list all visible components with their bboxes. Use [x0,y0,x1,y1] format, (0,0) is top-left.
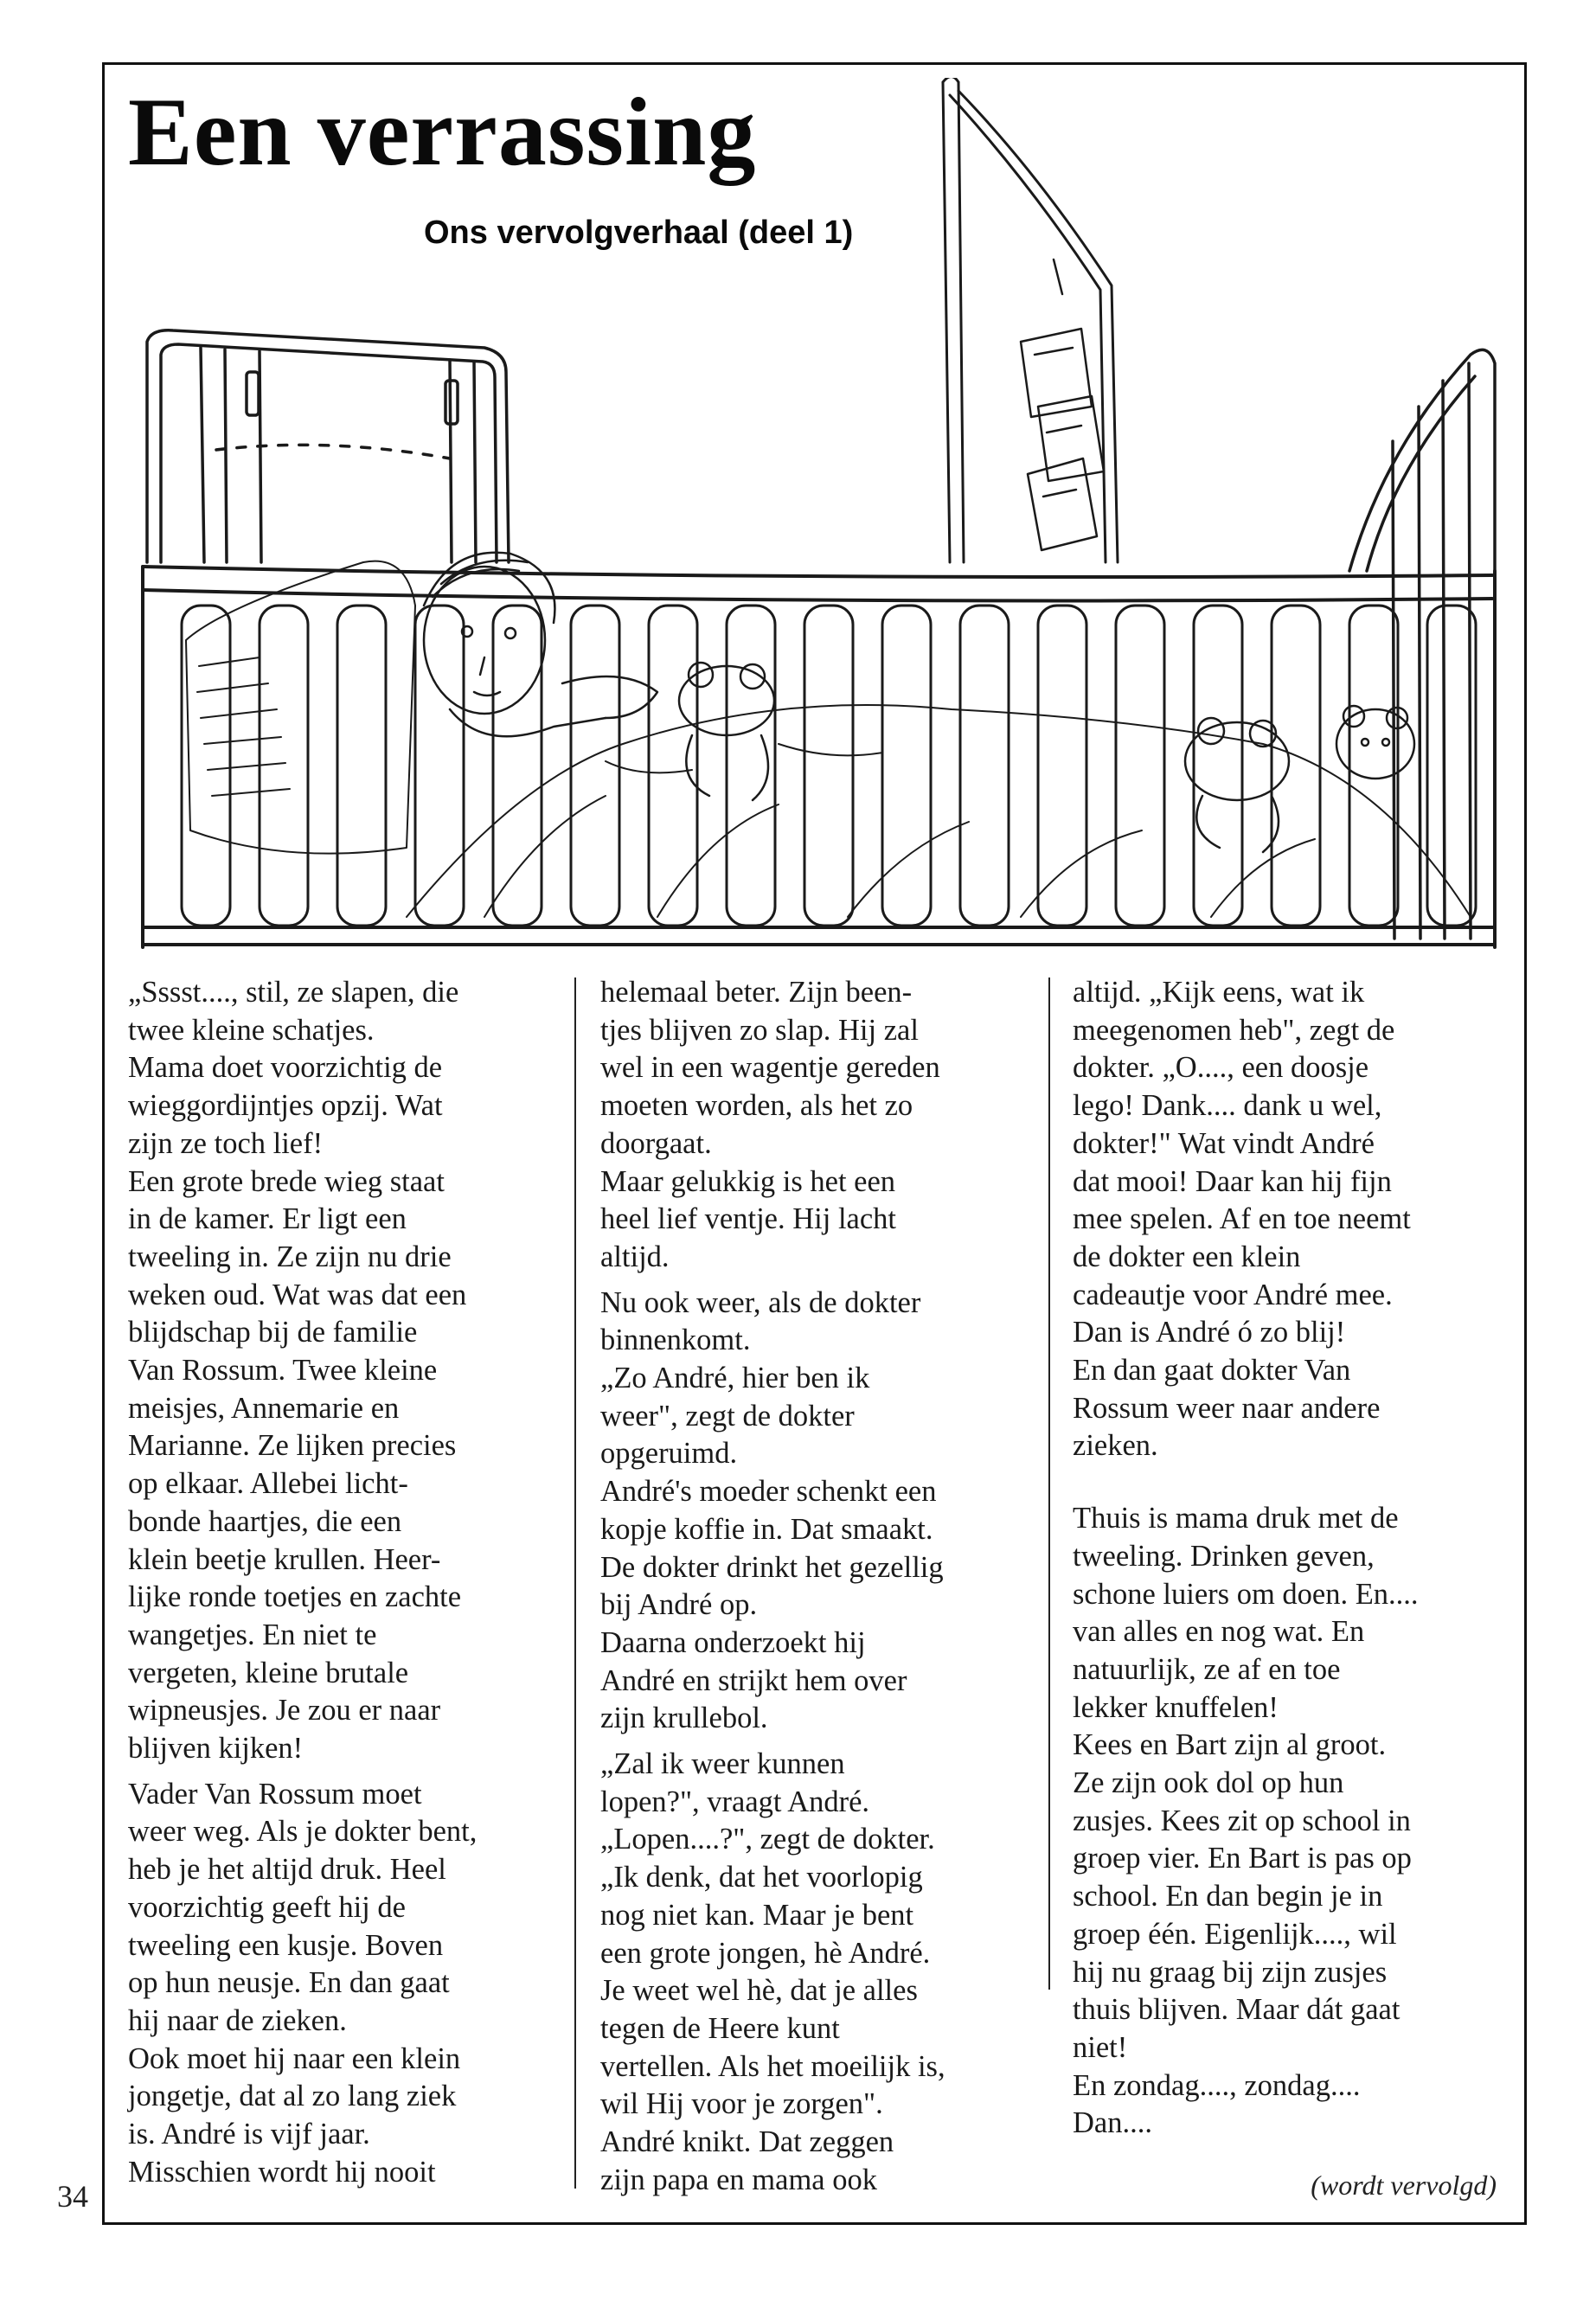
name-cards [1021,260,1104,550]
story-paragraph: Vader Van Rossum moet weer weg. Als je dokter bent, heb je het altijd druk. Heel voorzichtig geeft hij de tweeling een kusje. Boven op hun neusje. En dan gaat hij naar de zieken. Ook moet hij naar een klein jongetje, dat al zo lang ziek is. André is vijf jaar. Misschien wordt hij nooit [128,1777,478,2189]
story-column-3 [1073,974,1505,2150]
crib-illustration-icon [130,78,1514,969]
blanket [407,705,1471,917]
story-paragraph: Thuis is mama druk met de tweeling. Drinken geven, schone luiers om doen. En.... van alles en nog wat. En natuurlijk, ze af en toe lekker knuffelen! Kees en Bart zijn al groot. Ze zijn ook dol op hun zusjes. Kees zit op school in groep vier. En Bart is pas op school. En dan begin je in groep één. Eigenlijk...., wil hij nu graag bij zijn zusjes thuis blijven. Maar dát gaat niet! En zondag...., zondag.... Dan.... [1073,1502,1419,2140]
continued-note: (wordt vervolgd) [1311,2170,1497,2201]
story-paragraph: „Sssst...., stil, ze slapen, die twee kleine schatjes. Mama doet voorzichtig de wieggordijntjes opzij. Wat zijn ze toch lief! Een grote brede wieg staat in de kamer. Er ligt een tweeling in. Ze zijn nu drie weken oud. Wat was dat een blijdschap bij de familie Van Rossum. Twee kleine meisjes, Annemarie en Marianne. Ze lijken precies op elkaar. Allebei licht- bonde haartjes, die een klein beetje krullen. Heer- lijke ronde toetjes en zachte wangetjes. En niet te vergeten, kleine brutale wipneusjes. Je zou er naar blijven kijken! [128,976,467,1766]
crib-bottom-rail [143,567,1495,947]
story-paragraph: helemaal beter. Zijn been- tjes blijven zo slap. Hij zal wel in een wagentje gereden moeten worden, als het zo doorgaat. Maar gelukkig is het een heel lief ventje. Hij lacht altijd. [600,976,940,1273]
story-column-2 [600,974,1050,2208]
page-number: 34 [57,2179,88,2214]
page-subtitle: Ons vervolgverhaal (deel 1) [424,215,854,251]
story-paragraph: Nu ook weer, als de dokter binnenkomt. „Zo André, hier ben ik weer", zegt de dokter opgeruimd. André's moeder schenkt een kopje koffie in. Dat smaakt. De dokter drinkt het gezellig bij André op. Daarna onderzoekt hij André en strijkt hem over zijn krullebol. [600,1285,944,1735]
story-paragraph: altijd. „Kijk eens, wat ik meegenomen heb", zegt de dokter. „O...., een doosje lego! Dank.... dank u wel, dokter!" Wat vindt André dat mooi! Daar kan hij fijn mee spelen. Af en toe neemt de dokter een klein cadeautje voor André mee. Dan is André ó zo blij! En dan gaat dokter Van Rossum weer naar andere zieken. [1073,976,1411,1463]
crib-bars [182,606,1476,926]
crib-top-rail [143,567,1492,600]
page-title: Een verrassing [128,79,757,186]
teddy-bear-right [1185,706,1414,852]
story-column-1 [128,974,578,2200]
story-paragraph: „Zal ik weer kunnen lopen?", vraagt André. „Lopen....?", zegt de dokter. „Ik denk, dat het voorlopig nog niet kan. Maar je bent een grote jongen, hè André. Je weet wel hè, dat je alles tegen de Heere kunt vertellen. Als het moeilijk is, wil Hij voor je zorgen". André knikt. Dat zeggen zijn papa en mama ook [600,1747,945,2196]
headboard [147,330,509,562]
pillow [186,561,415,854]
